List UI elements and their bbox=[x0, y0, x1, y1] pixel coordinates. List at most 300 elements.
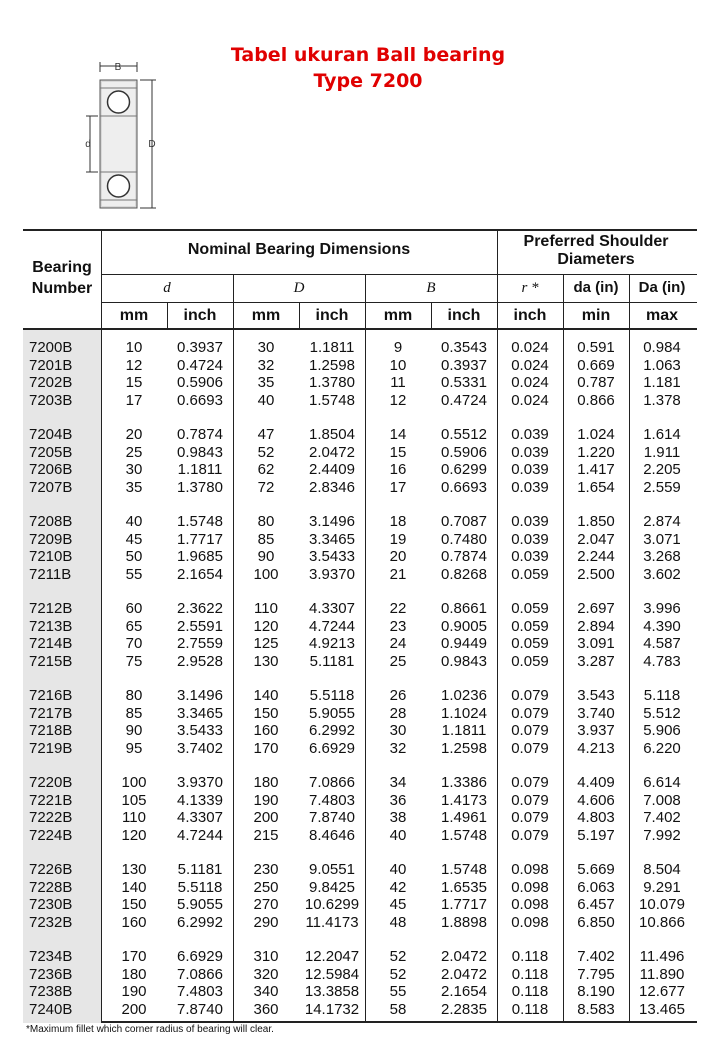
table-cell: 4.3307 bbox=[177, 809, 223, 826]
bearing-number-cell: 7214B bbox=[29, 635, 73, 652]
table-cell: 0.7480 bbox=[441, 530, 487, 548]
bearing-number-cell: 7234B bbox=[29, 948, 73, 965]
table-cell: 0.024 bbox=[511, 391, 549, 409]
unit-label: min bbox=[581, 307, 611, 324]
table-cell: 160 bbox=[253, 722, 279, 739]
label-d-large: D bbox=[148, 139, 156, 150]
table-cell: 11.4173 bbox=[305, 913, 359, 931]
table-cell: 1.911 bbox=[643, 443, 681, 461]
table-cell: 120 bbox=[121, 826, 147, 844]
table-cell: 0.7874 bbox=[441, 548, 487, 565]
bearing-number-cell: 7216B bbox=[29, 687, 73, 704]
table-cell: 0.9843 bbox=[177, 443, 223, 461]
table-cell: 12.5984 bbox=[304, 965, 360, 983]
table-cell: 75 bbox=[125, 652, 143, 670]
table-row bbox=[23, 461, 697, 478]
table-cell: 2.9528 bbox=[177, 652, 223, 670]
table-cell: 170 bbox=[253, 739, 279, 757]
table-cell: 3.3465 bbox=[177, 704, 223, 722]
table-cell: 7.402 bbox=[577, 948, 615, 965]
table-cell: 3.9370 bbox=[309, 565, 355, 583]
table-row bbox=[23, 479, 697, 496]
table-cell: 1.2598 bbox=[309, 356, 355, 374]
table-cell: 0.3543 bbox=[441, 339, 487, 356]
table-cell: 30 bbox=[389, 722, 407, 739]
bearing-number-cell: 7210B bbox=[29, 548, 73, 565]
table-cell: 7.4803 bbox=[309, 791, 355, 809]
table-cell: 14 bbox=[389, 426, 407, 443]
table-cell: 4.390 bbox=[643, 617, 681, 635]
table-cell: 5.5118 bbox=[177, 878, 223, 896]
table-cell: 70 bbox=[125, 635, 143, 652]
table-row bbox=[23, 618, 697, 635]
table-row bbox=[23, 792, 697, 809]
table-cell: 0.098 bbox=[511, 913, 549, 931]
table-cell: 150 bbox=[121, 896, 147, 913]
unit-label: inch bbox=[183, 307, 217, 324]
table-cell: 0.866 bbox=[577, 391, 615, 409]
table-cell: 0.5512 bbox=[441, 426, 487, 443]
table-cell: 7.8740 bbox=[177, 1000, 223, 1018]
table-cell: 0.4724 bbox=[177, 356, 223, 374]
table-cell: 3.937 bbox=[577, 722, 615, 739]
header-bearing-number: Bearing Number bbox=[31, 259, 93, 297]
table-cell: 40 bbox=[389, 861, 407, 878]
table-cell: 200 bbox=[253, 809, 279, 826]
table-cell: 25 bbox=[389, 652, 407, 670]
table-cell: 2.205 bbox=[643, 461, 681, 478]
table-cell: 8.583 bbox=[577, 1000, 615, 1018]
table-cell: 95 bbox=[125, 739, 143, 757]
header-shoulder-diameters: Preferred Shoulder Diameters bbox=[523, 233, 669, 268]
table-cell: 0.6299 bbox=[441, 461, 487, 478]
header-d: d bbox=[163, 280, 171, 296]
table-cell: 2.4409 bbox=[309, 461, 355, 478]
table-cell: 1.6535 bbox=[441, 878, 487, 896]
table-cell: 0.984 bbox=[643, 339, 681, 356]
header-da: da (in) bbox=[573, 279, 619, 296]
table-cell: 17 bbox=[389, 478, 407, 496]
table-cell: 0.039 bbox=[511, 426, 549, 443]
header-D: D bbox=[293, 280, 305, 296]
table-cell: 180 bbox=[121, 965, 147, 983]
table-cell: 2.3622 bbox=[177, 600, 223, 617]
table-cell: 0.118 bbox=[511, 948, 549, 965]
table-cell: 3.1496 bbox=[309, 513, 355, 530]
unit-label: inch bbox=[315, 307, 349, 324]
bearing-number-cell: 7217B bbox=[29, 704, 73, 722]
table-row bbox=[23, 948, 697, 965]
table-cell: 0.079 bbox=[511, 704, 549, 722]
table-cell: 110 bbox=[122, 809, 146, 826]
table-cell: 42 bbox=[389, 878, 407, 896]
table-cell: 1.024 bbox=[577, 426, 615, 443]
page-title bbox=[200, 42, 536, 94]
bearing-number-cell: 7202B bbox=[29, 374, 73, 391]
table-cell: 0.059 bbox=[511, 617, 549, 635]
bearing-number-cell: 7221B bbox=[29, 791, 73, 809]
table-cell: 0.039 bbox=[511, 548, 549, 565]
bearing-number-cell: 7204B bbox=[29, 426, 73, 443]
table-cell: 0.059 bbox=[511, 565, 549, 583]
bearing-number-cell: 7207B bbox=[29, 478, 73, 496]
table-row bbox=[23, 635, 697, 652]
table-cell: 4.3307 bbox=[309, 600, 355, 617]
table-cell: 6.2992 bbox=[177, 913, 223, 931]
table-cell: 230 bbox=[253, 861, 279, 878]
table-cell: 7.8740 bbox=[309, 809, 355, 826]
table-cell: 2.1654 bbox=[441, 983, 487, 1000]
table-cell: 130 bbox=[121, 861, 147, 878]
table-cell: 190 bbox=[253, 791, 279, 809]
table-cell: 5.906 bbox=[643, 722, 681, 739]
table-cell: 17 bbox=[125, 391, 143, 409]
table-cell: 290 bbox=[253, 913, 279, 931]
table-cell: 10.079 bbox=[639, 896, 685, 913]
table-cell: 5.118 bbox=[643, 687, 681, 704]
table-cell: 0.118 bbox=[511, 983, 549, 1000]
table-cell: 3.091 bbox=[577, 635, 615, 652]
table-cell: 130 bbox=[253, 652, 279, 670]
table-row bbox=[23, 722, 697, 739]
table-cell: 5.9055 bbox=[309, 704, 355, 722]
table-cell: 190 bbox=[121, 983, 147, 1000]
table-cell: 140 bbox=[253, 687, 279, 704]
table-cell: 35 bbox=[125, 478, 143, 496]
bearing-number-cell: 7240B bbox=[29, 1000, 73, 1018]
table-cell: 1.3780 bbox=[177, 478, 223, 496]
table-cell: 0.079 bbox=[511, 774, 549, 791]
table-cell: 32 bbox=[257, 356, 275, 374]
table-cell: 12 bbox=[389, 391, 407, 409]
table-cell: 110 bbox=[254, 600, 278, 617]
table-cell: 0.079 bbox=[511, 722, 549, 739]
table-row bbox=[23, 966, 697, 983]
table-cell: 340 bbox=[253, 983, 279, 1000]
table-cell: 25 bbox=[125, 443, 143, 461]
table-cell: 8.190 bbox=[577, 983, 615, 1000]
table-cell: 215 bbox=[253, 826, 279, 844]
table-cell: 2.894 bbox=[577, 617, 615, 635]
table-cell: 1.850 bbox=[577, 513, 615, 530]
table-cell: 72 bbox=[257, 478, 275, 496]
table-cell: 1.9685 bbox=[177, 548, 223, 565]
table-cell: 23 bbox=[389, 617, 407, 635]
table-row bbox=[23, 600, 697, 617]
table-cell: 0.098 bbox=[511, 896, 549, 913]
table-cell: 0.9449 bbox=[441, 635, 487, 652]
unit-label: max bbox=[645, 307, 679, 324]
table-row bbox=[23, 827, 697, 844]
table-cell: 2.0472 bbox=[441, 965, 487, 983]
table-cell: 0.059 bbox=[511, 600, 549, 617]
table-cell: 1.4173 bbox=[441, 791, 487, 809]
table-cell: 250 bbox=[253, 878, 279, 896]
table-cell: 0.7874 bbox=[177, 426, 223, 443]
table-cell: 0.079 bbox=[511, 687, 549, 704]
table-cell: 3.5433 bbox=[309, 548, 355, 565]
table-cell: 1.5748 bbox=[441, 861, 487, 878]
table-cell: 12.677 bbox=[639, 983, 685, 1000]
table-cell: 7.0866 bbox=[177, 965, 223, 983]
unit-label: inch bbox=[447, 307, 481, 324]
table-row bbox=[23, 548, 697, 565]
table-cell: 1.0236 bbox=[441, 687, 487, 704]
table-cell: 360 bbox=[253, 1000, 279, 1018]
table-cell: 90 bbox=[125, 722, 143, 739]
table-cell: 52 bbox=[257, 443, 275, 461]
table-cell: 125 bbox=[253, 635, 279, 652]
table-cell: 3.071 bbox=[643, 530, 681, 548]
table-cell: 28 bbox=[389, 704, 407, 722]
bearing-number-cell: 7200B bbox=[29, 339, 73, 356]
table-cell: 0.079 bbox=[511, 739, 549, 757]
table-cell: 1.7717 bbox=[441, 896, 487, 913]
bearing-number-cell: 7205B bbox=[29, 443, 73, 461]
table-cell: 6.2992 bbox=[309, 722, 355, 739]
table-cell: 5.5118 bbox=[309, 687, 355, 704]
table-cell: 85 bbox=[257, 530, 275, 548]
table-cell: 15 bbox=[389, 443, 407, 461]
table-cell: 5.1181 bbox=[309, 652, 355, 670]
table-cell: 40 bbox=[257, 391, 275, 409]
table-cell: 0.4724 bbox=[441, 391, 487, 409]
table-cell: 6.063 bbox=[577, 878, 615, 896]
bearing-number-cell: 7209B bbox=[29, 530, 73, 548]
bearing-number-cell: 7228B bbox=[29, 878, 73, 896]
table-cell: 1.5748 bbox=[441, 826, 487, 844]
table-cell: 12 bbox=[125, 356, 143, 374]
table-cell: 50 bbox=[125, 548, 143, 565]
table-cell: 80 bbox=[257, 513, 275, 530]
table-cell: 4.606 bbox=[577, 791, 615, 809]
bearing-number-cell: 7206B bbox=[29, 461, 73, 478]
table-cell: 10.866 bbox=[639, 913, 685, 931]
table-cell: 3.9370 bbox=[177, 774, 223, 791]
table-cell: 0.3937 bbox=[177, 339, 223, 356]
unit-label: mm bbox=[119, 307, 149, 324]
bearing-number-cell: 7208B bbox=[29, 513, 73, 530]
table-row bbox=[23, 914, 697, 931]
table-cell: 36 bbox=[389, 791, 407, 809]
table-cell: 48 bbox=[389, 913, 407, 931]
table-cell: 21 bbox=[389, 565, 407, 583]
label-b: B bbox=[114, 62, 122, 73]
table-cell: 10 bbox=[125, 339, 143, 356]
table-cell: 170 bbox=[121, 948, 147, 965]
table-cell: 160 bbox=[121, 913, 147, 931]
table-cell: 5.512 bbox=[643, 704, 681, 722]
bearing-number-cell: 7212B bbox=[29, 600, 73, 617]
table-cell: 2.500 bbox=[577, 565, 615, 583]
table-cell: 65 bbox=[125, 617, 143, 635]
table-cell: 5.669 bbox=[577, 861, 615, 878]
table-cell: 0.5906 bbox=[177, 374, 223, 391]
title-line-2: Type 7200 bbox=[313, 70, 423, 92]
table-cell: 55 bbox=[125, 565, 143, 583]
table-cell: 30 bbox=[125, 461, 143, 478]
table-cell: 0.059 bbox=[511, 635, 549, 652]
table-row bbox=[23, 740, 697, 757]
table-cell: 1.654 bbox=[577, 478, 615, 496]
table-cell: 6.6929 bbox=[309, 739, 355, 757]
table-cell: 1.7717 bbox=[177, 530, 223, 548]
table-cell: 100 bbox=[253, 565, 279, 583]
table-row bbox=[23, 861, 697, 878]
table-cell: 1.378 bbox=[643, 391, 681, 409]
bearing-diagram bbox=[80, 52, 170, 217]
table-cell: 0.5331 bbox=[441, 374, 487, 391]
table-cell: 320 bbox=[253, 965, 279, 983]
header-Da: Da (in) bbox=[638, 279, 686, 296]
table-cell: 45 bbox=[389, 896, 407, 913]
table-cell: 20 bbox=[125, 426, 143, 443]
bearing-number-cell: 7218B bbox=[29, 722, 73, 739]
table-cell: 5.9055 bbox=[177, 896, 223, 913]
label-d-small: d bbox=[85, 139, 91, 150]
table-cell: 0.9005 bbox=[441, 617, 487, 635]
bearing-number-cell: 7236B bbox=[29, 965, 73, 983]
table-row bbox=[23, 896, 697, 913]
table-cell: 85 bbox=[125, 704, 143, 722]
table-cell: 10 bbox=[389, 356, 407, 374]
unit-label: inch bbox=[513, 307, 547, 324]
table-cell: 4.783 bbox=[643, 652, 681, 670]
table-cell: 12.2047 bbox=[304, 948, 360, 965]
table-row bbox=[23, 426, 697, 443]
bearing-number-cell: 7232B bbox=[29, 913, 73, 931]
table-cell: 1.3386 bbox=[441, 774, 487, 791]
table-cell: 9.8425 bbox=[309, 878, 355, 896]
table-cell: 3.268 bbox=[643, 548, 681, 565]
table-cell: 11 bbox=[390, 374, 406, 391]
table-cell: 4.213 bbox=[577, 739, 615, 757]
table-cell: 0.118 bbox=[511, 1000, 549, 1018]
table-cell: 0.6693 bbox=[177, 391, 223, 409]
table-cell: 200 bbox=[121, 1000, 147, 1018]
table-cell: 40 bbox=[389, 826, 407, 844]
table-cell: 0.8661 bbox=[441, 600, 487, 617]
bearing-table bbox=[23, 229, 697, 1023]
unit-label: mm bbox=[383, 307, 413, 324]
table-cell: 1.1811 bbox=[441, 722, 487, 739]
table-cell: 10.6299 bbox=[304, 896, 360, 913]
table-cell: 2.047 bbox=[577, 530, 615, 548]
table-cell: 310 bbox=[253, 948, 279, 965]
table-row bbox=[23, 392, 697, 409]
title-line-1: Tabel ukuran Ball bearing bbox=[230, 44, 506, 66]
table-cell: 20 bbox=[389, 548, 407, 565]
table-cell: 100 bbox=[121, 774, 147, 791]
table-cell: 19 bbox=[389, 530, 407, 548]
table-cell: 0.6693 bbox=[441, 478, 487, 496]
table-row bbox=[23, 983, 697, 1000]
table-row bbox=[23, 879, 697, 896]
table-row bbox=[23, 809, 697, 826]
table-cell: 6.457 bbox=[577, 896, 615, 913]
table-cell: 1.181 bbox=[643, 374, 681, 391]
header-r: r * bbox=[521, 280, 539, 296]
table-cell: 105 bbox=[121, 791, 147, 809]
table-cell: 1.8898 bbox=[441, 913, 487, 931]
table-cell: 1.1811 bbox=[177, 461, 223, 478]
table-cell: 2.874 bbox=[643, 513, 681, 530]
table-cell: 3.996 bbox=[643, 600, 681, 617]
table-cell: 9.291 bbox=[643, 878, 681, 896]
table-cell: 2.8346 bbox=[309, 478, 355, 496]
table-cell: 11.890 bbox=[639, 965, 685, 983]
table-cell: 0.098 bbox=[511, 878, 549, 896]
table-cell: 8.4646 bbox=[309, 826, 355, 844]
table-cell: 0.039 bbox=[511, 530, 549, 548]
table-cell: 24 bbox=[389, 635, 407, 652]
table-cell: 11.496 bbox=[639, 948, 685, 965]
header-B: B bbox=[426, 280, 436, 296]
table-cell: 1.417 bbox=[577, 461, 615, 478]
table-cell: 90 bbox=[257, 548, 275, 565]
table-cell: 0.024 bbox=[511, 339, 549, 356]
bearing-number-cell: 7238B bbox=[29, 983, 73, 1000]
table-cell: 0.669 bbox=[577, 356, 615, 374]
table-cell: 2.0472 bbox=[309, 443, 355, 461]
table-cell: 2.697 bbox=[577, 600, 615, 617]
bearing-number-cell: 7215B bbox=[29, 652, 73, 670]
table-cell: 150 bbox=[253, 704, 279, 722]
table-cell: 0.098 bbox=[511, 861, 549, 878]
table-cell: 4.587 bbox=[643, 635, 681, 652]
table-cell: 0.079 bbox=[511, 791, 549, 809]
table-cell: 40 bbox=[125, 513, 143, 530]
table-cell: 4.7244 bbox=[177, 826, 223, 844]
table-cell: 26 bbox=[389, 687, 407, 704]
bearing-number-cell: 7201B bbox=[29, 356, 73, 374]
table-cell: 3.543 bbox=[577, 687, 615, 704]
table-cell: 270 bbox=[253, 896, 279, 913]
table-cell: 4.409 bbox=[577, 774, 615, 791]
table-cell: 0.7087 bbox=[441, 513, 487, 530]
bearing-number-cell: 7213B bbox=[29, 617, 73, 635]
table-cell: 1.3780 bbox=[309, 374, 355, 391]
table-cell: 32 bbox=[389, 739, 407, 757]
table-cell: 80 bbox=[125, 687, 143, 704]
table-row bbox=[23, 444, 697, 461]
table-cell: 0.8268 bbox=[441, 565, 487, 583]
table-cell: 15 bbox=[125, 374, 143, 391]
table-cell: 0.079 bbox=[511, 826, 549, 844]
table-row bbox=[23, 513, 697, 530]
table-row bbox=[23, 705, 697, 722]
table-cell: 1.1024 bbox=[441, 704, 487, 722]
table-cell: 5.1181 bbox=[177, 861, 223, 878]
table-cell: 3.7402 bbox=[177, 739, 223, 757]
table-cell: 2.2835 bbox=[441, 1000, 487, 1018]
table-cell: 0.039 bbox=[511, 461, 549, 478]
table-row bbox=[23, 339, 697, 356]
table-cell: 4.1339 bbox=[177, 791, 223, 809]
table-cell: 6.6929 bbox=[177, 948, 223, 965]
table-cell: 0.118 bbox=[511, 965, 549, 983]
table-cell: 3.740 bbox=[577, 704, 615, 722]
table-cell: 7.008 bbox=[643, 791, 681, 809]
table-cell: 60 bbox=[125, 600, 143, 617]
table-cell: 4.803 bbox=[577, 809, 615, 826]
table-cell: 16 bbox=[389, 461, 407, 478]
bearing-number-cell: 7219B bbox=[29, 739, 73, 757]
table-cell: 0.5906 bbox=[441, 443, 487, 461]
table-cell: 4.9213 bbox=[309, 635, 355, 652]
table-cell: 1.8504 bbox=[309, 426, 355, 443]
table-row bbox=[23, 531, 697, 548]
